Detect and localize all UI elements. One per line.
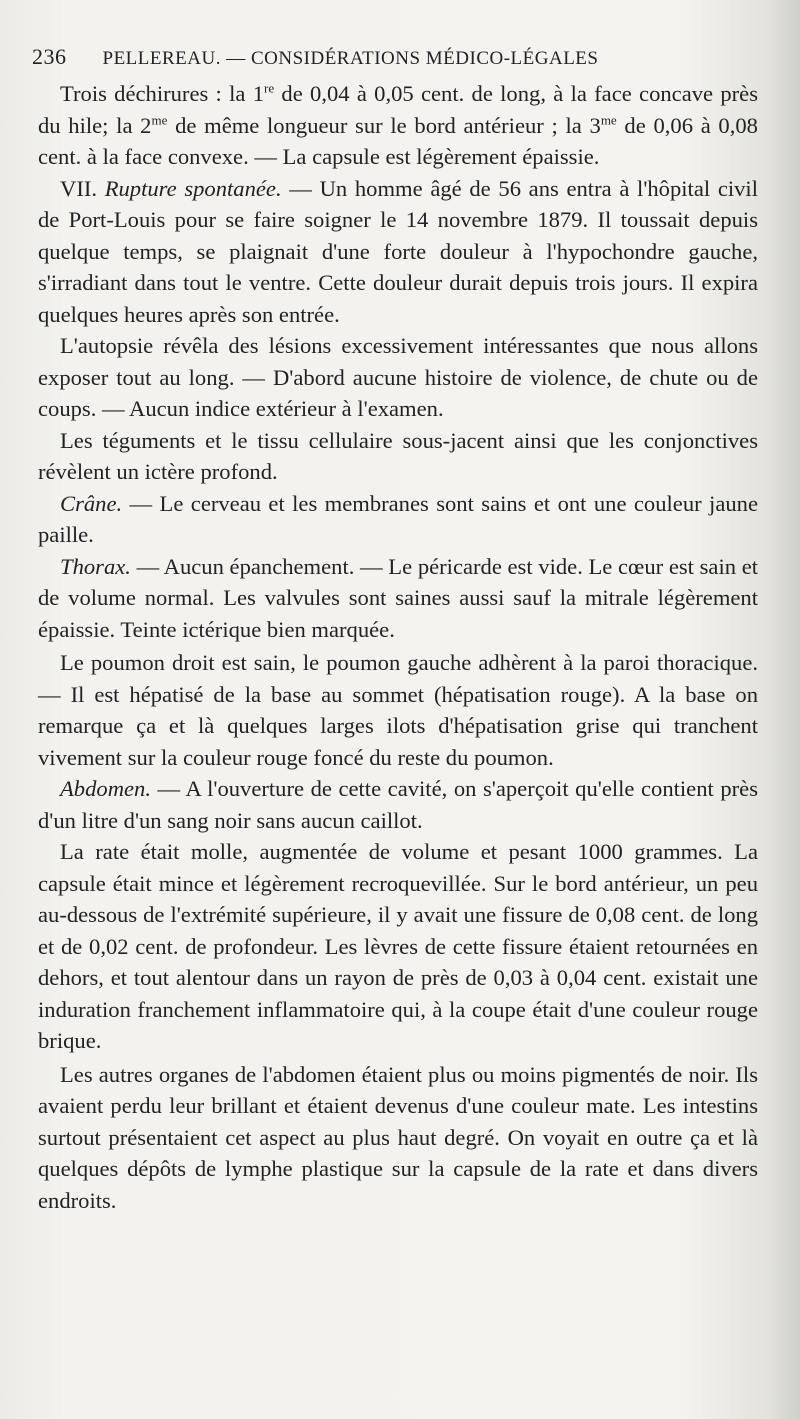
page-number: 236 <box>32 44 67 69</box>
text-run: de 0,04 à 0,05 cent. de long, à la face concave près du hile; la 2 <box>38 81 758 138</box>
text-run: de 0,06 à 0,08 cent. à la face convexe. — La capsule est légèrement épaissie. <box>38 112 758 169</box>
text-run: — Un homme âgé de 56 ans entra à l'hôpital civil de Port-Louis pour se faire soigner le 14 novembre 1879. Il toussait depuis quelque temps, se plaignait d'une forte douleur à l'hypochondre gauche, s'irradiant dans tout le ventre. Cette douleur durait depuis trois jours. Il expira quelques heures après son entrée. <box>38 175 758 327</box>
paragraph-10: Les autres organes de l'abdomen étaient plus ou moins pigmentés de noir. Ils avaient perdu leur brillant et étaient devenus d'une couleur mate. Les intestins surtout présentaient cet aspect au plus haut degré. On voyait en outre ça et là quelques dépôts de lymphe plastique sur la capsule de la rate et dans divers endroits. <box>38 1061 758 1213</box>
text-run: de même longueur sur le bord antérieur ; la 3 <box>167 112 601 138</box>
paragraph-9: La rate était molle, augmentée de volume et pesant 1000 grammes. La capsule était mince et légèrement recroquevillée. Sur le bord antérieur, un peu au-dessous de l'extrémité supérieure, il y avait une fissure de 0,08 cent. de long et de 0,02 cent. de profondeur. Les lèvres de cette fissure étaient retournées en dehors, et tout alentour dans un rayon de près de 0,03 à 0,04 cent. existait une induration franchement inflammatoire qui, à la coupe était d'une couleur rouge brique. <box>38 839 758 1053</box>
section-number: VII. <box>60 175 105 201</box>
paragraph-6 <box>38 551 758 646</box>
section-title: Rupture spontanée. <box>104 175 282 201</box>
paragraph-4: Les téguments et le tissu cellulaire sous-jacent ainsi que les conjonctives révèlent un ictère profond. <box>38 427 758 484</box>
superscript: me <box>151 111 168 127</box>
paragraph-8 <box>38 773 758 836</box>
text-run: — A l'ouverture de cette cavité, on s'aperçoit qu'elle contient près d'un litre d'un sang noir sans aucun caillot. <box>38 776 758 833</box>
paragraph-7: Le poumon droit est sain, le poumon gauche adhèrent à la paroi thoracique. — Il est hépatisé de la base au sommet (hépatisation rouge). A la base on remarque ça et là quelques larges ilots d'hépatisation grise qui tranchent vivement sur la couleur rouge foncé du reste du poumon. <box>38 650 758 770</box>
subsection-title: Crâne. <box>60 490 123 516</box>
paragraph-5 <box>38 488 758 551</box>
subsection-title: Abdomen. <box>60 776 151 801</box>
text-run: Trois déchirures : la 1 <box>60 81 265 106</box>
text-run: — Le cerveau et les membranes sont sains et ont une couleur jaune paille. <box>38 490 758 547</box>
paragraph-2 <box>38 173 758 331</box>
superscript: me <box>600 111 617 127</box>
subsection-title: Thorax. <box>60 553 131 579</box>
running-title: PELLEREAU. — CONSIDÉRATIONS MÉDICO-LÉGALES <box>102 48 599 69</box>
paragraph-3: L'autopsie révêla des lésions excessivement intéressantes que nous allons exposer tout au long. — D'abord aucune histoire de violence, de chute ou de coups. — Aucun indice extérieur à l'examen. <box>38 333 758 421</box>
text-run: — Aucun épanchement. — Le péricarde est vide. Le cœur est sain et de volume normal. Les valvules sont saines aussi sauf la mitrale légèrement épaissie. Teinte ictérique bien marquée. <box>38 553 758 642</box>
running-header <box>32 44 760 70</box>
body-text <box>38 78 758 1216</box>
paragraph-1 <box>38 78 758 173</box>
superscript: re <box>264 80 275 96</box>
